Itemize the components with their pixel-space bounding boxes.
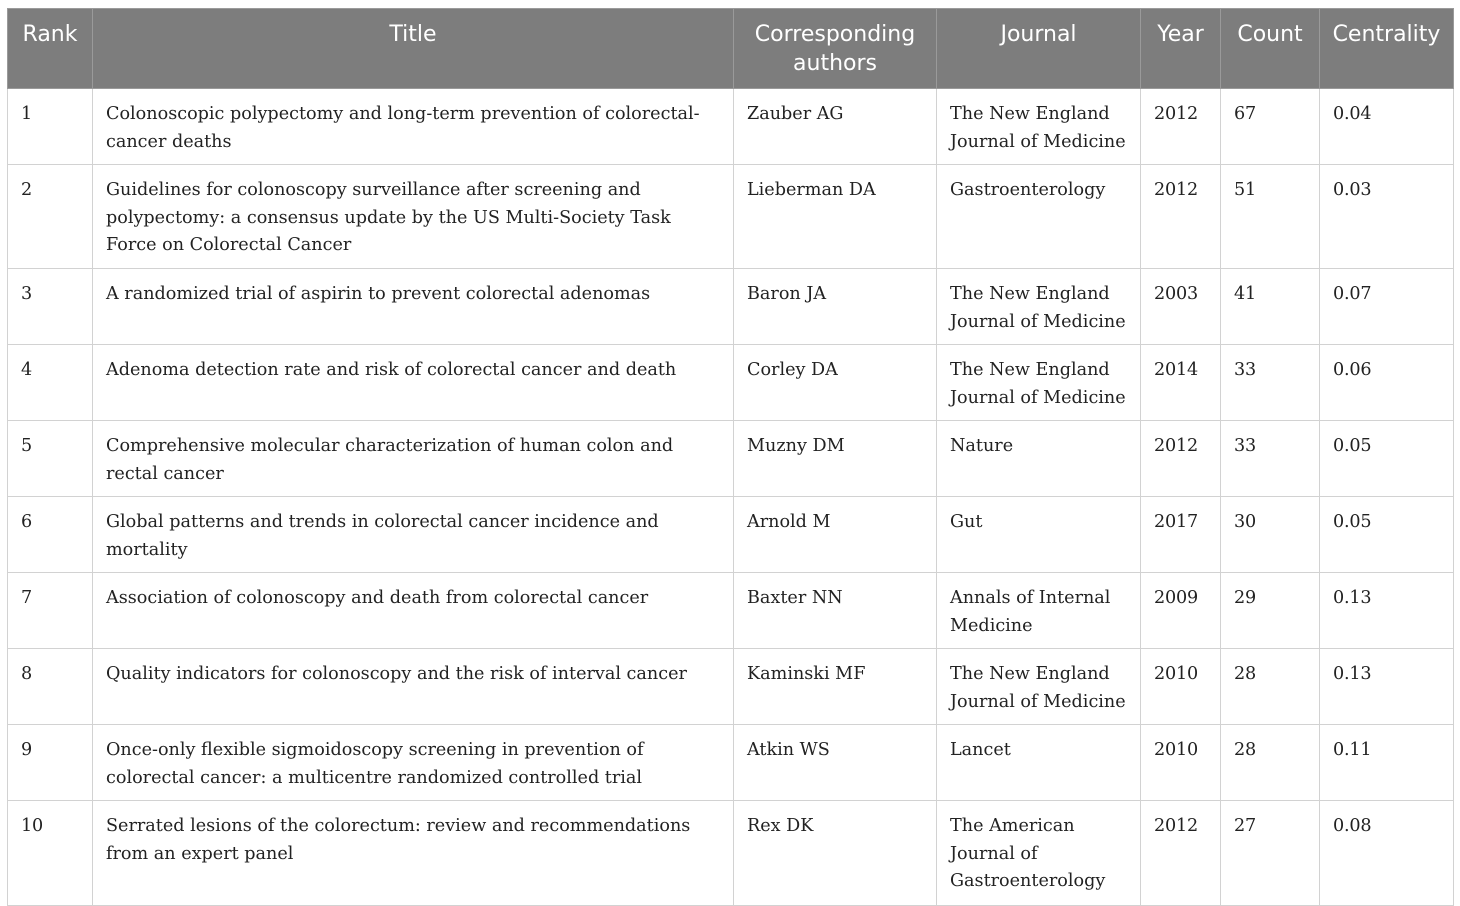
authors-cell: Rex DK [734,801,937,906]
count-cell: 28 [1221,725,1320,801]
column-header-title: Title [93,9,734,89]
journal-cell: Lancet [937,725,1141,801]
year-cell: 2014 [1141,345,1221,421]
year-cell: 2017 [1141,497,1221,573]
journal-cell: Gut [937,497,1141,573]
year-cell: 2012 [1141,801,1221,906]
journal-cell: The American Journal of Gastroenterology [937,801,1141,906]
title-cell: Comprehensive molecular characterization of human colon and rectal cancer [93,421,734,497]
authors-cell: Kaminski MF [734,649,937,725]
citations-table [7,8,1454,906]
column-header-journal: Journal [937,9,1141,89]
rank-cell: 5 [8,421,93,497]
centrality-cell: 0.05 [1320,497,1454,573]
table-row [8,725,1454,801]
count-cell: 51 [1221,165,1320,269]
table-row [8,497,1454,573]
column-header-rank: Rank [8,9,93,89]
count-cell: 29 [1221,573,1320,649]
rank-cell: 3 [8,269,93,345]
journal-cell: The New England Journal of Medicine [937,269,1141,345]
centrality-cell: 0.11 [1320,725,1454,801]
rank-cell: 10 [8,801,93,906]
title-cell: Global patterns and trends in colorectal cancer incidence and mortality [93,497,734,573]
year-cell: 2012 [1141,89,1221,165]
centrality-cell: 0.13 [1320,649,1454,725]
title-cell: Adenoma detection rate and risk of colorectal cancer and death [93,345,734,421]
column-header-centrality: Centrality [1320,9,1454,89]
centrality-cell: 0.04 [1320,89,1454,165]
rank-cell: 2 [8,165,93,269]
table-row [8,649,1454,725]
count-cell: 33 [1221,421,1320,497]
centrality-cell: 0.05 [1320,421,1454,497]
centrality-cell: 0.13 [1320,573,1454,649]
journal-cell: The New England Journal of Medicine [937,345,1141,421]
table-row [8,421,1454,497]
title-cell: Guidelines for colonoscopy surveillance after screening and polypectomy: a consensus update by the US Multi-Society Task Force on Colorectal Cancer [93,165,734,269]
journal-cell: The New England Journal of Medicine [937,649,1141,725]
table-row [8,165,1454,269]
centrality-cell: 0.08 [1320,801,1454,906]
title-cell: Quality indicators for colonoscopy and the risk of interval cancer [93,649,734,725]
centrality-cell: 0.06 [1320,345,1454,421]
title-cell: Serrated lesions of the colorectum: review and recommendations from an expert panel [93,801,734,906]
authors-cell: Baron JA [734,269,937,345]
rank-cell: 8 [8,649,93,725]
count-cell: 33 [1221,345,1320,421]
rank-cell: 9 [8,725,93,801]
year-cell: 2010 [1141,725,1221,801]
authors-cell: Baxter NN [734,573,937,649]
rank-cell: 6 [8,497,93,573]
count-cell: 28 [1221,649,1320,725]
table-row [8,801,1454,906]
year-cell: 2009 [1141,573,1221,649]
centrality-cell: 0.03 [1320,165,1454,269]
column-header-authors: Corresponding authors [734,9,937,89]
count-cell: 41 [1221,269,1320,345]
centrality-cell: 0.07 [1320,269,1454,345]
rank-cell: 7 [8,573,93,649]
count-cell: 67 [1221,89,1320,165]
table-row [8,345,1454,421]
year-cell: 2010 [1141,649,1221,725]
rank-cell: 1 [8,89,93,165]
count-cell: 30 [1221,497,1320,573]
title-cell: Colonoscopic polypectomy and long-term prevention of colorectal-cancer deaths [93,89,734,165]
authors-cell: Atkin WS [734,725,937,801]
table-body [8,89,1454,906]
journal-cell: Gastroenterology [937,165,1141,269]
journal-cell: Annals of Internal Medicine [937,573,1141,649]
year-cell: 2012 [1141,421,1221,497]
journal-cell: The New England Journal of Medicine [937,89,1141,165]
count-cell: 27 [1221,801,1320,906]
table-row [8,269,1454,345]
header-row [8,9,1454,89]
table-row [8,89,1454,165]
authors-cell: Zauber AG [734,89,937,165]
authors-cell: Muzny DM [734,421,937,497]
title-cell: A randomized trial of aspirin to prevent colorectal adenomas [93,269,734,345]
rank-cell: 4 [8,345,93,421]
column-header-year: Year [1141,9,1221,89]
authors-cell: Corley DA [734,345,937,421]
authors-cell: Lieberman DA [734,165,937,269]
table-row [8,573,1454,649]
column-header-count: Count [1221,9,1320,89]
year-cell: 2003 [1141,269,1221,345]
title-cell: Association of colonoscopy and death from colorectal cancer [93,573,734,649]
title-cell: Once-only flexible sigmoidoscopy screening in prevention of colorectal cancer: a multicentre randomized controlled trial [93,725,734,801]
journal-cell: Nature [937,421,1141,497]
authors-cell: Arnold M [734,497,937,573]
year-cell: 2012 [1141,165,1221,269]
